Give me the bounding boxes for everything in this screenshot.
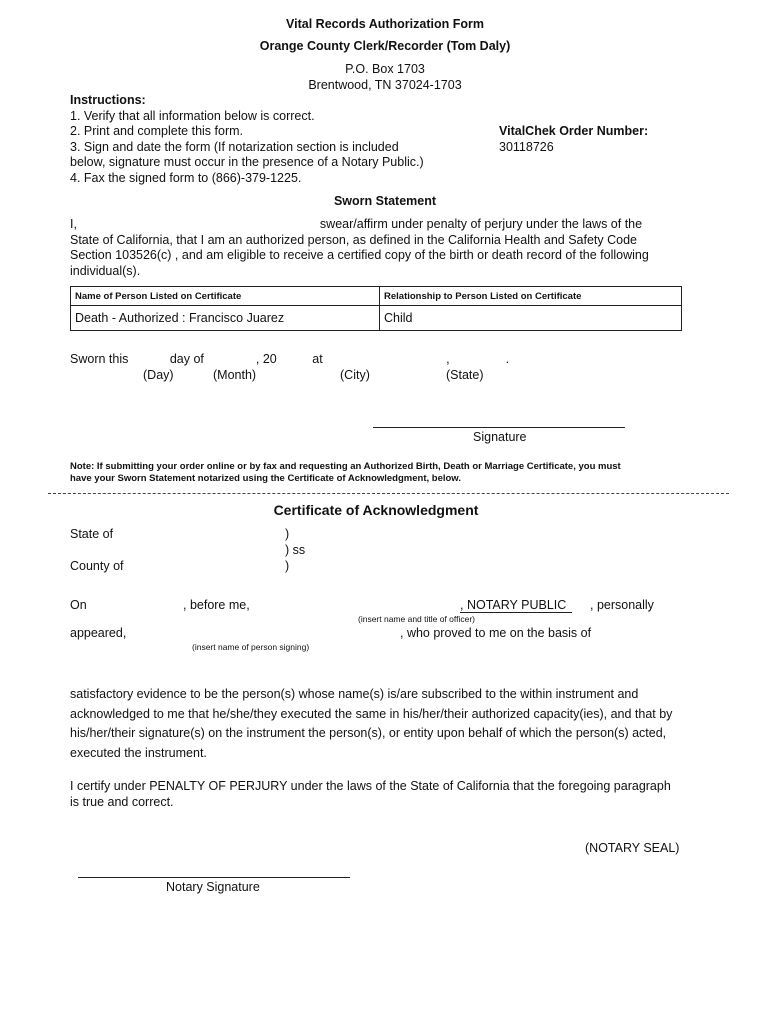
- certify-line-2: is true and correct.: [70, 795, 174, 809]
- day-hint: (Day): [143, 368, 174, 382]
- sworn-statement-heading: Sworn Statement: [333, 194, 437, 208]
- period-label: .: [505, 352, 510, 366]
- city-hint: (City): [340, 368, 370, 382]
- proved-label: , who proved to me on the basis of: [400, 626, 592, 640]
- instruction-item: 1. Verify that all information below is correct.: [70, 109, 315, 123]
- on-label: On: [70, 598, 87, 612]
- address-line-2: Brentwood, TN 37024-1703: [308, 78, 462, 92]
- certify-line-1: I certify under PENALTY OF PERJURY under the laws of the State of California that the foregoing paragraph: [70, 779, 671, 793]
- month-field[interactable]: [204, 353, 256, 365]
- city-field[interactable]: [336, 353, 446, 365]
- acknowledgment-heading: Certificate of Acknowledgment: [273, 502, 479, 518]
- state-of-field[interactable]: [143, 529, 284, 541]
- signer-hint: (insert name of person signing): [192, 642, 310, 652]
- paren-close-2: ): [285, 559, 290, 573]
- officer-hint: (insert name and title of officer): [358, 614, 476, 624]
- order-number-value: 30118726: [499, 140, 554, 154]
- year-field[interactable]: [277, 353, 305, 365]
- personally-label: , personally: [590, 598, 654, 612]
- instruction-item: 4. Fax the signed form to (866)-379-1225.: [70, 171, 302, 185]
- certificate-persons-table: [70, 286, 682, 331]
- signature-label: Signature: [473, 430, 527, 444]
- state-of-label: State of: [70, 527, 114, 541]
- state-field[interactable]: [450, 353, 506, 365]
- signer-name-field[interactable]: [122, 628, 400, 640]
- order-number-label: VitalChek Order Number:: [499, 124, 649, 138]
- at-label: at: [312, 352, 323, 366]
- sworn-line-1: [70, 217, 642, 231]
- office-name: Orange County Clerk/Recorder (Tom Daly): [259, 39, 511, 53]
- officer-name-field[interactable]: [268, 600, 461, 612]
- instruction-item: below, signature must occur in the presence of a Notary Public.): [70, 155, 424, 169]
- notary-signature-label: Notary Signature: [166, 880, 260, 894]
- sworn-this-label: Sworn this: [70, 352, 129, 366]
- instruction-item: 3. Sign and date the form (If notarization section is included: [70, 140, 399, 154]
- evidence-paragraph-line: executed the instrument.: [70, 746, 207, 760]
- instruction-item: 2. Print and complete this form.: [70, 124, 243, 138]
- day-of-label: day of: [169, 352, 204, 366]
- column-header-name: Name of Person Listed on Certificate: [71, 287, 380, 306]
- column-header-relationship: Relationship to Person Listed on Certificate: [380, 287, 682, 306]
- before-me-label: , before me,: [183, 598, 250, 612]
- sworn-line-3: Section 103526(c) , and am eligible to receive a certified copy of the birth or death record of the following: [70, 248, 649, 262]
- sworn-line-2: State of California, that I am an authorized person, as defined in the California Health and Safety Code: [70, 233, 638, 247]
- notary-signature-line[interactable]: [78, 877, 350, 878]
- sworn-line-1-text: swear/affirm under penalty of perjury under the laws of the: [319, 217, 643, 231]
- table-header-row: [71, 287, 682, 306]
- appeared-label: appeared,: [70, 626, 127, 640]
- table-row: [71, 306, 682, 331]
- sworn-line-4: individual(s).: [70, 264, 141, 278]
- sworn-date-line: [70, 352, 509, 366]
- state-hint: (State): [446, 368, 484, 382]
- ss-label: ) ss: [285, 543, 306, 557]
- person-name-cell[interactable]: Death - Authorized : Francisco Juarez: [71, 306, 380, 331]
- evidence-paragraph-line: satisfactory evidence to be the person(s) whose name(s) is/are subscribed to the within instrument and: [70, 687, 639, 701]
- evidence-paragraph-line: acknowledged to me that he/she/they executed the same in his/her/their authorized capacity(ies), and that by: [70, 707, 673, 721]
- month-hint: (Month): [213, 368, 257, 382]
- relationship-cell[interactable]: Child: [380, 306, 682, 331]
- address-line-1: P.O. Box 1703: [345, 62, 425, 76]
- instructions-heading: Instructions:: [70, 93, 146, 107]
- notarization-note-line-2: have your Sworn Statement notarized using the Certificate of Acknowledgment, below.: [70, 473, 461, 484]
- notary-public-label: , NOTARY PUBLIC: [460, 598, 572, 613]
- notarization-note-line-1: Note: If submitting your order online or by fax and requesting an Authorized Birth, Death or Marriage Certificate, you must: [70, 461, 621, 472]
- evidence-paragraph-line: his/her/their signature(s) on the instrument the person(s), or entity upon behalf of which the person(s) acted,: [70, 726, 667, 740]
- day-field[interactable]: [136, 353, 170, 365]
- signature-line[interactable]: [373, 427, 625, 428]
- form-title: Vital Records Authorization Form: [286, 17, 484, 31]
- section-divider: [48, 493, 729, 494]
- year-prefix-label: , 20: [255, 352, 277, 366]
- acknowledgment-date-field[interactable]: [91, 600, 183, 612]
- declarant-name-field[interactable]: [80, 218, 316, 230]
- comma-label: ,: [446, 352, 450, 366]
- sworn-i-prefix: I,: [70, 217, 77, 231]
- notary-seal-label: (NOTARY SEAL): [585, 841, 680, 855]
- county-of-field[interactable]: [143, 561, 284, 573]
- paren-close-1: ): [285, 527, 290, 541]
- county-of-label: County of: [70, 559, 124, 573]
